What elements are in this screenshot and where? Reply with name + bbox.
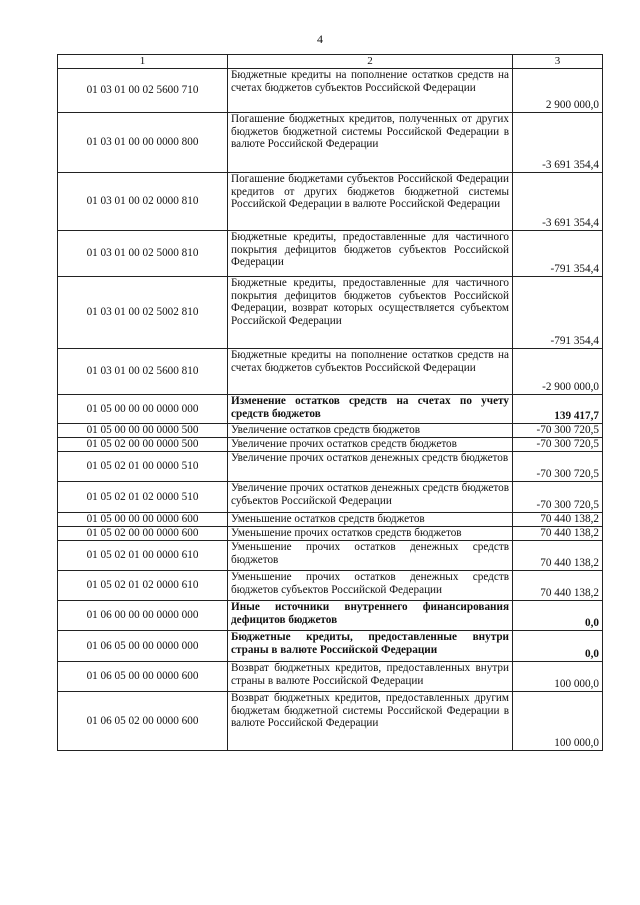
budget-classification-code: 01 05 02 01 00 0000 610 [58, 541, 228, 571]
column-header-amount: 3 [513, 55, 603, 69]
row-amount: 70 440 138,2 [513, 513, 603, 527]
budget-classification-code: 01 03 01 00 02 5600 810 [58, 349, 228, 395]
table-row [58, 113, 603, 173]
row-description: Иные источники внутреннего финансирования дефицитов бюджетов [228, 601, 513, 631]
table-row [58, 482, 603, 513]
table-row [58, 513, 603, 527]
row-description: Уменьшение прочих остатков средств бюджетов [228, 527, 513, 541]
row-description: Погашение бюджетами субъектов Российской Федерации кредитов от других бюджетов бюджетной системы Российской Федерации в валюте Российской Федерации [228, 173, 513, 231]
row-description: Бюджетные кредиты, предоставленные внутри страны в валюте Российской Федерации [228, 631, 513, 662]
budget-classification-code: 01 06 00 00 00 0000 000 [58, 601, 228, 631]
row-amount: -3 691 354,4 [513, 173, 603, 231]
table-row [58, 541, 603, 571]
table-row [58, 349, 603, 395]
table-row [58, 527, 603, 541]
row-amount: -70 300 720,5 [513, 438, 603, 452]
row-amount: 100 000,0 [513, 662, 603, 692]
row-description: Увеличение прочих остатков средств бюджетов [228, 438, 513, 452]
row-description: Увеличение прочих остатков денежных средств бюджетов [228, 452, 513, 482]
budget-classification-code: 01 05 02 00 00 0000 600 [58, 527, 228, 541]
row-amount: 2 900 000,0 [513, 69, 603, 113]
row-description: Уменьшение прочих остатков денежных средств бюджетов [228, 541, 513, 571]
budget-classification-code: 01 05 02 01 00 0000 510 [58, 452, 228, 482]
row-amount: 0,0 [513, 601, 603, 631]
row-description: Возврат бюджетных кредитов, предоставленных другим бюджетам бюджетной системы Российской Федерации в валюте Российской Федерации [228, 692, 513, 751]
row-description: Возврат бюджетных кредитов, предоставленных внутри страны в валюте Российской Федерации [228, 662, 513, 692]
row-description: Погашение бюджетных кредитов, полученных от других бюджетов бюджетной системы Российской Федерации в валюте Российской Федерации [228, 113, 513, 173]
budget-classification-code: 01 03 01 00 02 5002 810 [58, 277, 228, 349]
budget-classification-code: 01 03 01 00 02 5600 710 [58, 69, 228, 113]
row-description: Уменьшение прочих остатков денежных средств бюджетов субъектов Российской Федерации [228, 571, 513, 601]
column-header-description: 2 [228, 55, 513, 69]
row-description: Бюджетные кредиты на пополнение остатков средств на счетах бюджетов субъектов Российской Федерации [228, 69, 513, 113]
page-number: 4 [317, 32, 323, 46]
table-row [58, 662, 603, 692]
table-row [58, 601, 603, 631]
budget-sources-table [57, 54, 603, 751]
row-amount: -70 300 720,5 [513, 452, 603, 482]
row-amount: 70 440 138,2 [513, 571, 603, 601]
budget-classification-code: 01 03 01 00 00 0000 800 [58, 113, 228, 173]
table-header-row [58, 55, 603, 69]
budget-classification-code: 01 05 02 01 02 0000 610 [58, 571, 228, 601]
table-row [58, 424, 603, 438]
row-amount: -70 300 720,5 [513, 424, 603, 438]
budget-classification-code: 01 05 02 01 02 0000 510 [58, 482, 228, 513]
row-description: Увеличение остатков средств бюджетов [228, 424, 513, 438]
table-row [58, 173, 603, 231]
table-row [58, 631, 603, 662]
budget-classification-code: 01 05 00 00 00 0000 000 [58, 395, 228, 424]
table-row [58, 571, 603, 601]
budget-classification-code: 01 05 00 00 00 0000 500 [58, 424, 228, 438]
budget-classification-code: 01 06 05 02 00 0000 600 [58, 692, 228, 751]
budget-classification-code: 01 05 02 00 00 0000 500 [58, 438, 228, 452]
row-amount: 139 417,7 [513, 395, 603, 424]
row-amount: 70 440 138,2 [513, 527, 603, 541]
budget-classification-code: 01 05 00 00 00 0000 600 [58, 513, 228, 527]
row-amount: -2 900 000,0 [513, 349, 603, 395]
row-description: Бюджетные кредиты, предоставленные для частичного покрытия дефицитов бюджетов субъектов Российской Федерации, возврат которых осуществляется субъектом Российской Федерации [228, 277, 513, 349]
budget-classification-code: 01 06 05 00 00 0000 000 [58, 631, 228, 662]
row-description: Увеличение прочих остатков денежных средств бюджетов субъектов Российской Федерации [228, 482, 513, 513]
row-amount: -791 354,4 [513, 277, 603, 349]
table-row [58, 395, 603, 424]
column-header-code: 1 [58, 55, 228, 69]
budget-classification-code: 01 06 05 00 00 0000 600 [58, 662, 228, 692]
table-row [58, 438, 603, 452]
budget-classification-code: 01 03 01 00 02 0000 810 [58, 173, 228, 231]
table-row [58, 692, 603, 751]
row-amount: -70 300 720,5 [513, 482, 603, 513]
row-description: Бюджетные кредиты на пополнение остатков средств на счетах бюджетов субъектов Российской Федерации [228, 349, 513, 395]
row-amount: 70 440 138,2 [513, 541, 603, 571]
row-description: Бюджетные кредиты, предоставленные для частичного покрытия дефицитов бюджетов субъектов Российской Федерации [228, 231, 513, 277]
row-description: Изменение остатков средств на счетах по учету средств бюджетов [228, 395, 513, 424]
budget-classification-code: 01 03 01 00 02 5000 810 [58, 231, 228, 277]
table-row [58, 452, 603, 482]
row-amount: -791 354,4 [513, 231, 603, 277]
row-amount: 0,0 [513, 631, 603, 662]
row-description: Уменьшение остатков средств бюджетов [228, 513, 513, 527]
table-row [58, 277, 603, 349]
table-row [58, 69, 603, 113]
table-row [58, 231, 603, 277]
row-amount: 100 000,0 [513, 692, 603, 751]
table-body [58, 69, 603, 751]
row-amount: -3 691 354,4 [513, 113, 603, 173]
